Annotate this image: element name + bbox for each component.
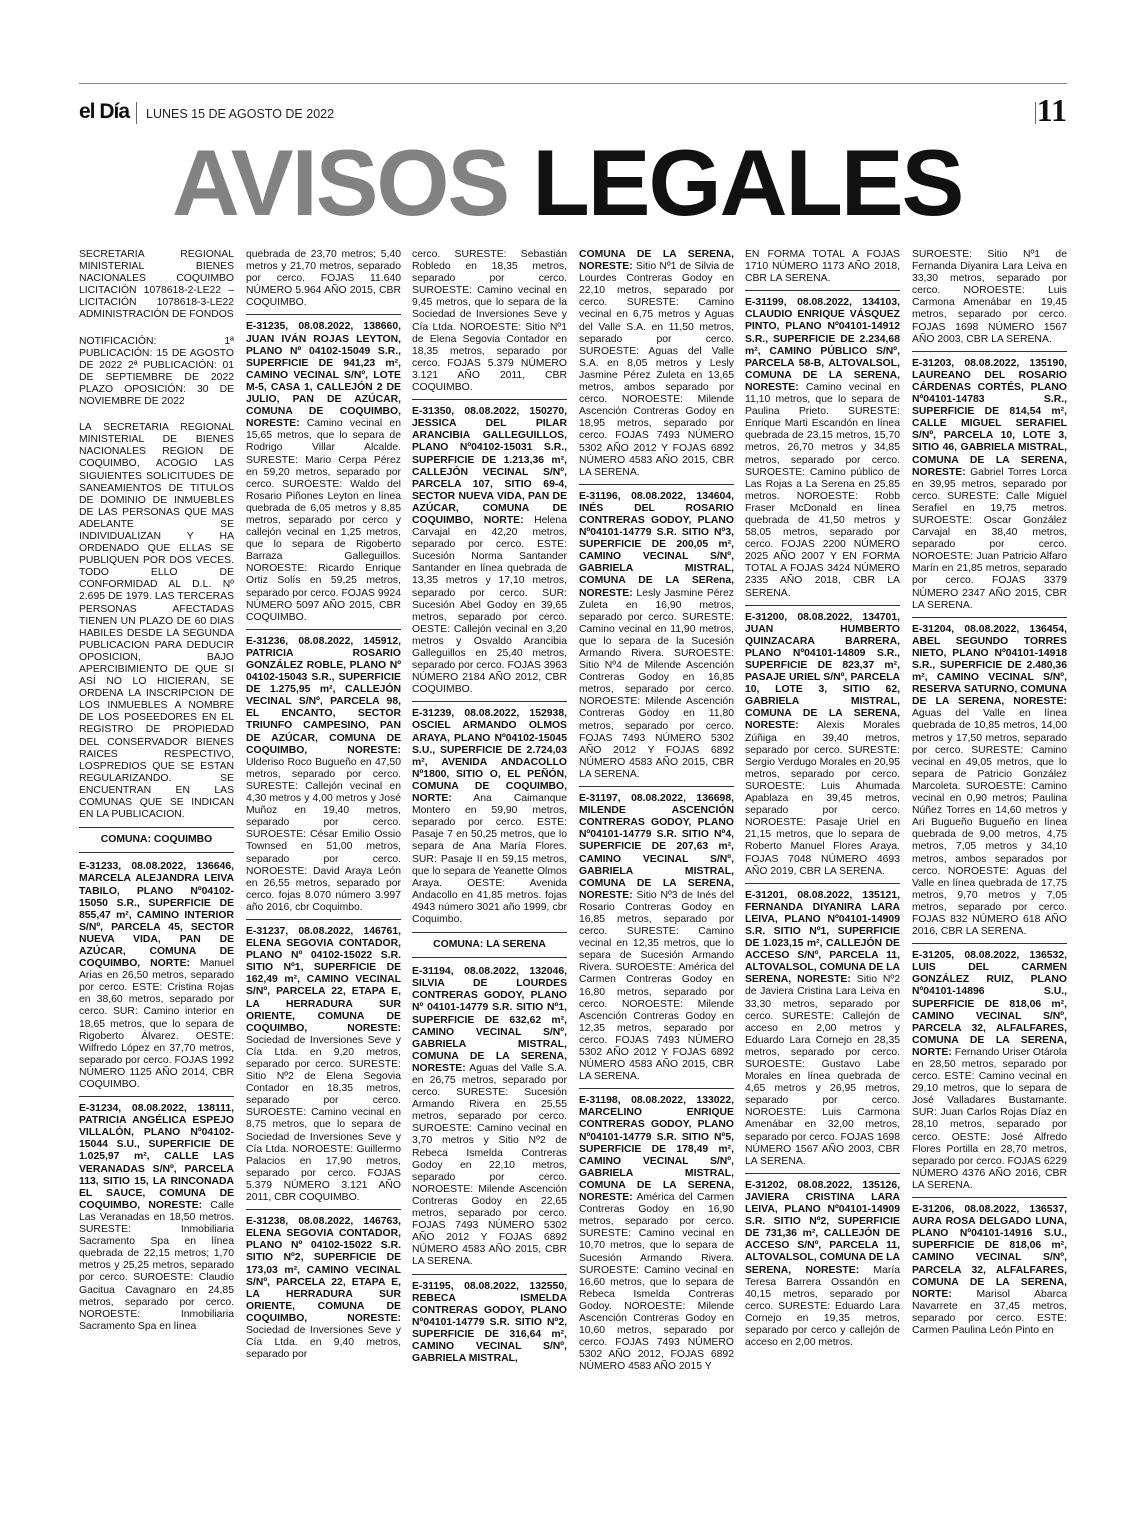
divider [745,883,900,884]
divider [912,943,1067,944]
divider [745,1173,900,1174]
notice: E-31239, 08.08.2022, 152938, OSCIEL ARMANDO OLMOS ARAYA, PLANO Nº04102-15045 S.U., SUPERFICIE DE 2.724,03 m², AVENIDA ANDACOLLO Nº1800, SITIO O, EL PEÑÓN, COMUNA DE COQUIMBO, NORTE: Ana Caimanque Montero en 59,90 metros, separado por cerco. ESTE: Pasaje 7 en 50,25 metros, que lo separa de Ana María Flores. SUR: Pasaje II en 59,15 metros, que lo separa de Yeanette Olmos Araya. OESTE: Avenida Andacollo en 41,85 metros. fojas 4943 número 3021 año 1999, cbr Coquimbo. [412,708,567,925]
divider [246,1209,401,1210]
page-header [79,92,1067,130]
column-3 [412,249,567,1449]
section-title-part1: AVISOS [172,130,509,235]
column-5 [745,249,900,1449]
notice-continuation: EN FORMA TOTAL A FOJAS 1710 NÚMERO 1173 AÑO 2018, CBR LA SERENA. [745,249,900,285]
section-title [172,128,972,238]
notice: E-31200, 08.08.2022, 134701, JUAN HUMBERTO QUINZACARA BARRERA, PLANO Nº04101-14809 S.R., SUPERFICIE DE 823,37 m², PASAJE URIEL S/Nº, PARCELA 10, LOTE 3, SITIO 62, GABRIELA MISTRAL, COMUNA DE LA SERENA, NORESTE: Alexis Morales Zúñiga en 39,40 metros, separado por cerco. SURESTE: Sergio Verdugo Morales en 20,95 metros, separado por cerco. SUROESTE: Luis Ahumada Apablaza en 39,45 metros, separado por cerco. NOROESTE: Pasaje Uriel en 21,15 metros, que lo separa de Roberto Manuel Flores Araya. FOJAS 7048 NÚMERO 4693 AÑO 2019, CBR LA SERENA. [745,611,900,877]
section-title-part2: LEGALES [532,130,963,235]
column-1 [79,249,234,1449]
divider [912,1197,1067,1198]
notice: E-31197, 08.08.2022, 136698, MILENDE ASCENCIÓN CONTRERAS GODOY, PLANO Nº04101-14779 S.R. SITIO Nº4, SUPERFICIE DE 207,63 m², CAMINO VECINAL S/Nº, GABRIELA MISTRAL, COMUNA DE LA SERENA, NORESTE: Sitio Nº3 de Inés del Rosario Contreras Godoy en 16,85 metros, separado por cerco. SURESTE: Camino vecinal en 12,35 metros, que lo separa de Sucesión Armando Rivera. SUROESTE: América del Carmen Contreras Godoy en 16,80 metros, separado por cerco. NOROESTE: Milende Ascención Contreras Godoy en 12,35 metros, separado por cerco. FOJAS 7493 NÚMERO 5302 AÑO 2012 Y FOJAS 6892 NÚMERO 4583 AÑO 2015, CBR LA SERENA. [579,793,734,1083]
comuna-heading: COMUNA: LA SERENA [412,932,567,958]
divider [412,701,567,702]
comuna-heading: COMUNA: COQUIMBO [79,827,234,853]
notice: E-31350, 08.08.2022, 150270, JESSICA DEL PILAR ARANCIBIA GALLEGUILLOS, PLANO Nº04102-15031 S.R., SUPERFICIE DE 1.213,36 m², CALLEJÓN VECINAL S/Nº, PARCELA 107, SITIO 69-4, SECTOR NUEVA VIDA, PAN DE AZÚCAR, COMUNA DE COQUIMBO, NORTE: Helena Carvajal en 42,20 metros, separado por cerco. ESTE: Sucesión Norma Santander Santander en línea quebrada de 13,35 metros y 17,10 metros, separado por cerco. SUR: Sucesión Abel Godoy en 39,65 metros, separado por cerco. OESTE: Callejón vecinal en 3,20 metros y Osvaldo Arancibia Galleguillos en 25,40 metros, separado por cerco. FOJAS 3963 NÚMERO 2184 AÑO 2012, CBR COQUIMBO. [412,406,567,696]
notice-continuation: COMUNA DE LA SERENA, NORESTE: Sitio Nº1 de Silvia de Lourdes Contreras Godoy en 22,10 metros, separado por cerco. SURESTE: Camino vecinal en 6,75 metros y Aguas del Valle S.A. en 11,50 metros, separado por cerco. SUROESTE: Aguas del Valle S.A. en 8,05 metros y Lesly Jasmine Pérez Zuleta en 13,65 metros, ambos separado por cerco. NOROESTE: Milende Ascención Contreras Godoy en 18,95 metros, separado por cerco. FOJAS 7493 NÚMERO 5302 AÑO 2012 Y FOJAS 6892 NÚMERO 4583 AÑO 2015, CBR LA SERENA. [579,249,734,478]
divider [579,1088,734,1089]
notice: E-31233, 08.08.2022, 136646, MARCELA ALEJANDRA LEIVA TABILO, PLANO Nº04102-15050 S.R., SUPERFICIE DE 855,47 m², CAMINO INTERIOR S/Nº, PARCELA 45, SECTOR NUEVA VIDA, PAN DE AZÚCAR, COMUNA DE COQUIMBO, NORTE: Manuel Arias en 26,50 metros, separado por cerco. ESTE: Cristina Rojas en 38,60 metros, separado por cerco. SUR: Camino interior en 18,65 metros, que lo separa de Rigoberto Álvarez. OESTE: Wilfredo López en 37,70 metros, separado por cerco. FOJAS 1992 NÚMERO 1125 AÑO 2014, CBR COQUIMBO. [79,861,234,1090]
divider [579,786,734,787]
divider [745,290,900,291]
header-divider [136,102,137,124]
notices-columns [79,249,1067,1449]
notice: E-31205, 08.08.2022, 136532, LUIS DEL CARMEN GONZÁLEZ RUIZ, PLANO Nº04101-14896 S.U., SUPERFICIE DE 818,06 m², CAMINO VECINAL S/Nº, PARCELA 32, ALFALFARES, COMUNA DE LA SERENA, NORTE: Fernando Uriser Otárola en 28,50 metros, separado por cerco. ESTE: Camino vecinal en 29,10 metros, que lo separa de José Valladares Bustamante. SUR: Juan Carlos Rojas Díaz en 28,10 metros, separado por cerco. OESTE: José Alfredo Flores Portilla en 28,70 metros, separado por cerco. FOJAS 6229 NÚMERO 4376 AÑO 2016, CBR LA SERENA. [912,950,1067,1191]
divider [246,919,401,920]
column-4 [579,249,734,1449]
notice: E-31204, 08.08.2022, 136454, ABEL SEGUNDO TORRES NIETO, PLANO Nº04101-14918 S.R., SUPERFICIE DE 2.480,36 m², CAMINO VECINAL S/Nº, RESERVA SATURNO, COMUNA DE LA SERENA, NORESTE: Aguas del Valle en línea quebrada de 10,85 metros, 14,00 metros y 17,50 metros, separado por cerco. SURESTE: Camino vecinal en 49,05 metros, que lo separa de Patricio González Marcoleta. SUROESTE: Camino vecinal en 0,90 metros; Paulina Núñez Torres en 14,60 metros y Ari Bugueño Bugueño en línea quebrada de 9,00 metros, 4,75 metros, 7,05 metros y 34,10 metros, ambos separados por cerco. NOROESTE: Aguas del Valle en línea quebrada de 17,75 metros, 9,70 metros y 7,05 metros, separado por cerco. FOJAS 832 NÚMERO 618 AÑO 2016, CBR LA SERENA. [912,623,1067,938]
page-number: 11 [1036,92,1067,128]
column-6 [912,249,1067,1449]
notice: E-31234, 08.08.2022, 138111, PATRICIA ANGÉLICA ESPEJO VILLALÓN, PLANO Nº04102-15044 S.U., SUPERFICIE DE 1.025,97 m², CALLE LAS VERANADAS S/Nº, PARCELA 113, SITIO 15, LA RINCONADA EL SAUCE, COMUNA DE COQUIMBO, NORESTE: Calle Las Veranadas en 18,50 metros. SURESTE: Inmobiliaria Sacramento Spa en línea quebrada de 22,15 metros; 1,70 metros y 25,25 metros, separado por cerco. SUROESTE: Claudio Gacitua Cavagnaro en 24,85 metros, separado por cerco. NOROESTE: Inmobiliaria Sacramento Spa en línea [79,1103,234,1332]
divider [412,1274,567,1275]
notice: E-31198, 08.08.2022, 133022, MARCELINO ENRIQUE CONTRERAS GODOY, PLANO Nº04101-14779 S.R. SITIO Nº5, SUPERFICIE DE 178,49 m², CAMINO VECINAL S/Nº, GABRIELA MISTRAL, COMUNA DE LA SERENA, NORESTE: América del Carmen Contreras Godoy en 16,90 metros, separado por cerco. SURESTE: Camino vecinal en 10,70 metros, que lo separa de Sucesión Armando Rivera. SUROESTE: Camino vecinal en 16,60 metros, que lo separa de Rebeca Ismelda Contreras Godoy. NOROESTE: Milende Ascención Contreras Godoy en 10,60 metros, separado por cerco. FOJAS 7493 NÚMERO 5302 AÑO 2012, FOJAS 6892 NÚMERO 4583 AÑO 2015 Y [579,1095,734,1373]
newspaper-logo: el Día [79,100,130,123]
divider [246,314,401,315]
intro-text: SECRETARIA REGIONAL MINISTERIAL BIENES NACIONALES COQUIMBO LICITACIÓN 1078618-2-LE22 – LICITACIÓN 1078618-3-LE22 ADMINISTRACIÓN DE FONDOS [79,249,234,321]
notice-continuation: quebrada de 23,70 metros; 5,40 metros y 21,70 metros, separado por cerco. FOJAS 11.640 NÚMERO 5.964 AÑO 2015, CBR COQUIMBO. [246,249,401,309]
divider [912,351,1067,352]
notification-text: NOTIFICACIÓN: 1ª PUBLICACIÓN: 15 DE AGOSTO DE 2022 2ª PUBLICACIÓN: 01 DE SEPTIEMBRE DE 2022 PLAZO OPOSICIÓN: 30 DE NOVIEMBRE DE 2022 [79,335,234,408]
notice: E-31238, 08.08.2022, 146763, ELENA SEGOVIA CONTADOR, PLANO Nº 04102-15022 S.R. SITIO Nº2, SUPERFICIE DE 173,03 m², CAMINO VECINAL S/Nº, PARCELA 22, ETAPA E, LA HERRADURA SUR ORIENTE, COMUNA DE COQUIMBO, NORESTE: Sociedad de Inversiones Seve y Cía Ltda. en 9,40 metros, separado por [246,1216,401,1361]
divider [412,399,567,400]
notice: E-31199, 08.08.2022, 134103, CLAUDIO ENRIQUE VÁSQUEZ PINTO, PLANO Nº04101-14912 S.R., SUPERFICIE DE 2.234,68 m², CAMINO PÚBLICO S/Nº, PARCELA 58-B, ALTOVALSOL, COMUNA DE LA SERENA, NORESTE: Camino vecinal en 11,10 metros, que lo separa de Paulina Prieto. SURESTE: Enrique Marti Escandón en línea quebrada de 23,15 metros, 15,70 metros, 26,70 metros y 34,85 metros, separado por cerco. SUROESTE: Camino público de Las Rojas a La Serena en 25,85 metros. NOROESTE: Robb Fraser McDonald en línea quebrada de 41,50 metros y 58,05 metros, separado por cerco. FOJAS 2200 NÚMERO 2025 AÑO 2007 Y EN FORMA TOTAL A FOJAS 3424 NÚMERO 2335 AÑO 2018, CBR LA SERENA. [745,297,900,599]
column-2 [246,249,401,1449]
notice: E-31235, 08.08.2022, 138660, JUAN IVÁN ROJAS LEYTON, PLANO Nº 04102-15049 S.R., SUPERFICIE DE 941,23 m², CAMINO VECINAL S/Nº, LOTE M-5, CASA 1, CALLEJÓN 2 DE JULIO, PAN DE AZÚCAR, COMUNA DE COQUIMBO, NORESTE: Camino vecinal en 15,65 metros, que lo separa de Rodrigo Villar Alcalde. SURESTE: Mario Cerpa Pérez en 59,20 metros, separado por cerco. SUROESTE: Waldo del Rosario Piñones Leyton en línea quebrada de 6,05 metros y 8,85 metros, separado por cerco y callejón vecinal en 1,25 metros, que lo separa de Rigoberto Barraza Galleguillos. NOROESTE: Ricardo Enrique Ortiz Solís en 59,25 metros, separado por cerco. FOJAS 9924 NÚMERO 5097 AÑO 2015, CBR COQUIMBO. [246,321,401,623]
issue-date: LUNES 15 DE AGOSTO DE 2022 [146,107,335,121]
notice-continuation: cerco. SURESTE: Sebastián Robledo en 18,35 metros, separado por cerco. SUROESTE: Camino vecinal en 9,45 metros, que lo separa de la Sociedad de Inversiones Seve y Cía Ltda. NOROESTE: Sitio Nº1 de Elena Segovia Contador en 18,35 metros, separado por cerco. FOJAS 5.379 NÚMERO 3.121 AÑO 2011, CBR COQUIMBO. [412,249,567,394]
notice: E-31206, 08.08.2022, 136537, AURA ROSA DELGADO LUNA, PLANO Nº04101-14916 S.U., SUPERFICIE DE 818,06 m², CAMINO VECINAL S/Nº, PARCELA 32, ALFALFARES, COMUNA DE LA SERENA, NORTE: Marisol Abarca Navarrete en 37,45 metros, separado por cerco. ESTE: Carmen Paulina León Pinto en [912,1204,1067,1336]
notice: E-31237, 08.08.2022, 146761, ELENA SEGOVIA CONTADOR, PLANO Nº 04102-15022 S.R. SITIO Nº1, SUPERFICIE DE 162,49 m², CAMINO VECINAL S/Nº, PARCELA 22, ETAPA E, LA HERRADURA SUR ORIENTE, COMUNA DE COQUIMBO, NORESTE: Sociedad de Inversiones Seve y Cía Ltda. en 9,20 metros, separado por cerco. SURESTE: Sitio Nº2 de Elena Segovia Contador en 18,35 metros, separado por cerco. SUROESTE: Camino vecinal en 8,75 metros, que lo separa de Sociedad de Inversiones Seve y Cía Ltda. NOROESTE: Guillermo Palacios en 17,90 metros, separado por cerco. FOJAS 5.379 NÚMERO 3.121 AÑO 2011, CBR COQUIMBO. [246,925,401,1204]
divider [745,605,900,606]
notice: E-31201, 08.08.2022, 135121, FERNANDA DIYANIRA LARA LEIVA, PLANO Nº04101-14909 S.R. SITIO Nº1, SUPERFICIE DE 1.023,15 m², CALLEJÓN DE ACCESO S/Nº, PARCELA 11, ALTOVALSOL, COMUNA DE LA SERENA, NORESTE: Sitio Nº2 de Javiera Cristina Lara Leiva en 33,30 metros, separado por cerco. SURESTE: Callejón de acceso en 2,00 metros y Eduardo Lara Cornejo en 28,35 metros, separado por cerco. SUROESTE: Gustavo Labe Morales en línea quebrada de 4,65 metros y 26,95 metros, separado por cerco. NOROESTE: Luis Carmona Amenábar en 32,00 metros, separado por cerco. FOJAS 1698 NÚMERO 1567 AÑO 2003, CBR LA SERENA. [745,889,900,1167]
notice: E-31202, 08.08.2022, 135126, JAVIERA CRISTINA LARA LEIVA, PLANO Nº04101-14909 S.R. SITIO Nº2, SUPERFICIE DE 731,36 m², CALLEJÓN DE ACCESO S/Nº, PARCELA 11, ALTOVALSOL, COMUNA DE LA SERENA, NORESTE: María Teresa Barrera Ossandón en 40,15 metros, separado por cerco. SURESTE: Eduardo Lara Cornejo en 19,35 metros, separado por cerco y callejón de acceso en 2,00 metros. [745,1179,900,1349]
divider [579,484,734,485]
legal-body: LA SECRETARIA REGIONAL MINISTERIAL DE BIENES NACIONALES REGION DE COQUIMBO, ACOGIO LAS SIGUIENTES SOLICITUDES DE SANEAMIENTOS DE TITULOS DE DOMINIO DE INMUEBLES DE LAS PERSONAS QUE MAS ADELANTE SE INDIVIDUALIZAN Y HA ORDENADO QUE ELLAS SE PUBLIQUEN POR DOS VECES. TODO ELLO DE CONFORMIDAD AL D.L. Nº 2.695 DE 1979. LAS TERCERAS PERSONAS AFECTADAS TIENEN UN PLAZO DE 60 DIAS HABILES DESDE LA SEGUNDA PUBLICACION PARA DEDUCIR OPOSICION, BAJO APERCIBIMIENTO DE QUE SI ASÍ NO LO HICIERAN, SE ORDENA LA INSCRIPCION DE LOS INMUEBLES A NOMBRE DE LOS POSEEDORES EN EL REGISTRO DE PROPIEDAD DEL CONSERVADOR BIENES RAICES RESPECTIVO, LOSPREDIOS QUE SE ESTAN REGULARIZANDO. SE ENCUENTRAN EN LAS COMUNAS QUE SE INDICAN EN LA PUBLICACION. [79,422,234,821]
notice: E-31195, 08.08.2022, 132550, REBECA ISMELDA CONTRERAS GODOY, PLANO Nº04101-14779 S.R. SITIO Nº2, SUPERFICIE DE 316,64 m², CAMINO VECINAL S/Nº, GABRIELA MISTRAL, [412,1280,567,1365]
notice-continuation: SUROESTE: Sitio Nº1 de Fernanda Diyanira Lara Leiva en 33,30 metros, separado por cerco. NOROESTE: Luis Carmona Amenábar en 19,45 metros, separado por cerco. FOJAS 1698 NÚMERO 1567 AÑO 2003, CBR LA SERENA. [912,249,1067,345]
notice: E-31196, 08.08.2022, 134604, INÉS DEL ROSARIO CONTRERAS GODOY, PLANO Nº04101-14779 S.R. SITIO Nº3, SUPERFICIE DE 200,05 m², CAMINO VECINAL S/Nº, GABRIELA MISTRAL, COMUNA DE LA SERena, NORESTE: Lesly Jasmine Pérez Zuleta en 16,90 metros, separado por cerco. SURESTE: Camino vecinal en 11,90 metros, que lo separa de la Sucesión Armando Rivera. SUROESTE: Sitio Nº4 de Milende Ascención Contreras Godoy en 16,85 metros, separado por cerco. NOROESTE: Milende Ascención Contreras Godoy en 11,80 metros, separado por cerco. FOJAS 7493 NÚMERO 5302 AÑO 2012 Y FOJAS 6892 NÚMERO 4583 AÑO 2015, CBR LA SERENA. [579,490,734,780]
divider [246,629,401,630]
notice: E-31194, 08.08.2022, 132046, SILVIA DE LOURDES CONTRERAS GODOY, PLANO Nº 04101-14779 S.R. SITIO Nº1, SUPERFICIE DE 632,62 m², CAMINO VECINAL S/Nº, GABRIELA MISTRAL, COMUNA DE LA SERENA, NORESTE: Aguas del Valle S.A. en 26,75 metros, separado por cerco. SURESTE: Sucesión Armando Rivera en 25,55 metros, separado por cerco. SUROESTE: Camino vecinal en 3,70 metros y Sitio Nº2 de Rebeca Ismelda Contreras Godoy en 22,10 metros, separado por cerco. NOROESTE: Milende Ascención Contreras Godoy en 22,65 metros, separado por cerco. FOJAS 7493 NÚMERO 5302 AÑO 2012 Y FOJAS 6892 NÚMERO 4583 AÑO 2015, CBR LA SERENA. [412,966,567,1268]
divider [912,617,1067,618]
notice: E-31203, 08.08.2022, 135190, LAUREANO DEL ROSARIO CÁRDENAS CORTÉS, PLANO Nº04101-14783 S.R., SUPERFICIE DE 814,54 m², CALLE MIGUEL SERAFIEL S/Nº, PARCELA 10, LOTE 3, SITIO 46, GABRIELA MISTRAL, COMUNA DE LA SERENA, NORESTE: Gabriel Torres Lorca en 39,95 metros, separado por cerco. SURESTE: Calle Miguel Serafiel en 19,75 metros. SUROESTE: Oscar González Carvajal en 38,40 metros, separado por cerco. NOROESTE: Juan Patricio Alfaro Marín en 21,85 metros, separado por cerco. FOJAS 3379 NÚMERO 2347 AÑO 2015, CBR LA SERENA. [912,357,1067,611]
divider [79,1096,234,1097]
top-rule [79,83,1067,84]
notice: E-31236, 08.08.2022, 145912, PATRICIA ROSARIO GONZÁLEZ ROBLE, PLANO Nº 04102-15043 S.R., SUPERFICIE DE 1.275,95 m², CALLEJÓN VECINAL S/Nº, PARCELA 98, EL ENCANTO, SECTOR TRIUNFO CAMPESINO, PAN DE AZÚCAR, COMUNA DE COQUIMBO, NORESTE: Ulderiso Roco Bugueño en 47,50 metros, separado por cerco. SURESTE: Callejón vecinal en 4,30 metros y 4,00 metros y José Muñoz en 19,40 metros, separado por cerco. SUROESTE: César Emilio Ossio Townsed en 51,00 metros, separado por cerco. NOROESTE: David Araya León en 26,55 metros, separado por cerco. fojas 8.070 número 3.997 año 2016, cbr Coquimbo. [246,635,401,913]
